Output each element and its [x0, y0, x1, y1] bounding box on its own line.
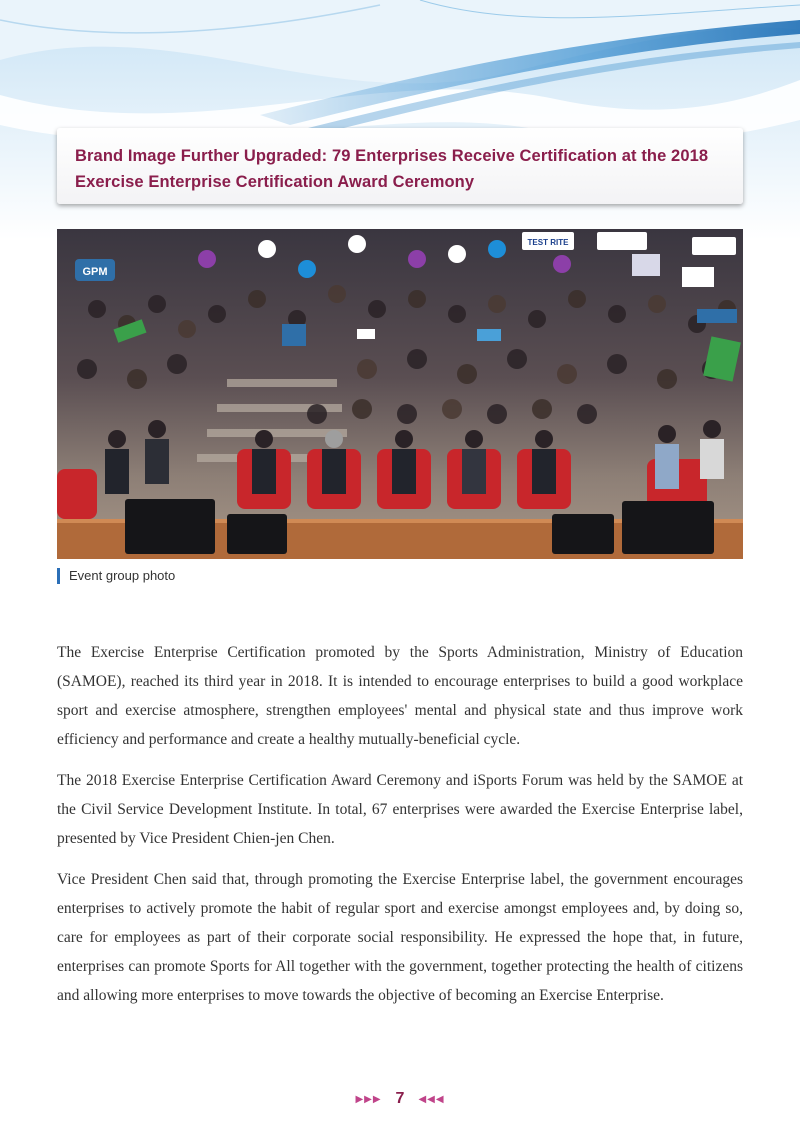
photo-caption: Event group photo [57, 568, 175, 584]
left-arrows-icon: ◀◀◀ [418, 1093, 445, 1105]
paragraph: Vice President Chen said that, through promoting the Exercise Enterprise label, the government encourages enterprises to actively promote the habit of regular sport and exercise amongst employees and, by doing so, care for employees as part of their corporate social responsibility. He expressed the hope that, in future, enterprises can promote Sports for All together with the government, together protecting the health of citizens and allowing more enterprises to move towards the objective of becoming an Exercise Enterprise. [57, 871, 743, 1004]
page-number: 7 [395, 1090, 405, 1107]
header-wave-decoration [0, 0, 800, 240]
sign-gpm: GPM [82, 266, 108, 278]
event-group-photo [57, 229, 743, 559]
page-footer [0, 1088, 800, 1110]
article-title: Brand Image Further Upgraded: 79 Enterprises Receive Certification at the 2018 Exercise Enterprise Certification Award Ceremony [75, 147, 709, 191]
paragraph: The 2018 Exercise Enterprise Certification Award Ceremony and iSports Forum was held by the SAMOE at the Civil Service Development Institute. In total, 67 enterprises were awarded the Exercise Enterprise label, presented by Vice President Chien-jen Chen. [57, 772, 743, 847]
right-arrows-icon: ▶▶▶ [355, 1093, 382, 1105]
sign-test-rite: TEST RITE [527, 238, 569, 247]
paragraph: The Exercise Enterprise Certification promoted by the Sports Administration, Ministry of Education (SAMOE), reached its third year in 2018. It is intended to encourage enterprises to build a good workplace sport and exercise atmosphere, strengthen employees' mental and physical state and thus improve work efficiency and performance and create a healthy mutually-beneficial cycle. [57, 644, 743, 748]
group-photo-illustration [57, 229, 743, 559]
article-title-box [57, 128, 743, 204]
article-body [57, 638, 743, 1022]
